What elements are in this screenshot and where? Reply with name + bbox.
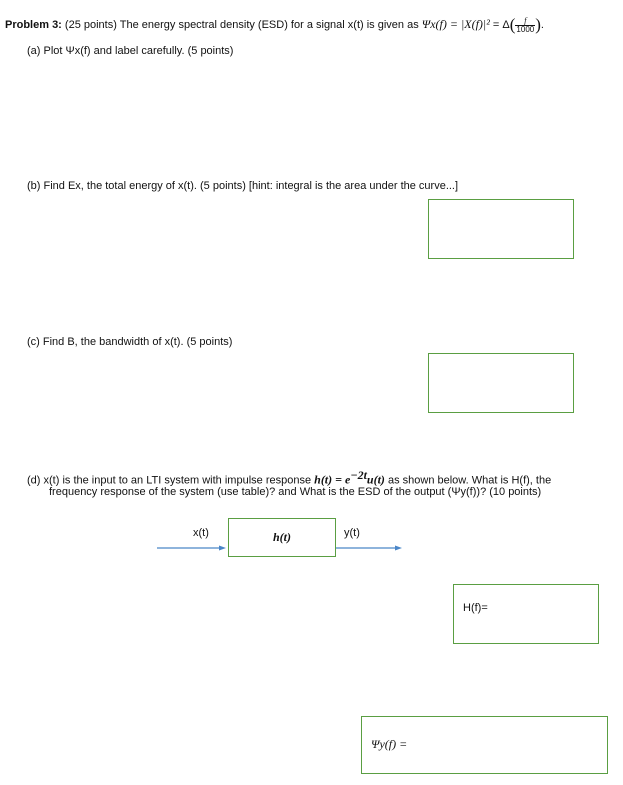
fraction [515,17,535,34]
paren-open: ( [509,15,516,34]
equals-sign: = [492,18,500,31]
problem-intro: (25 points) The energy spectral density (ESD) for a signal x(t) is given as [64,18,419,31]
impulse-response-exponent: −2t [350,468,367,482]
paren-close: ) [535,15,541,34]
problem-label: Problem 3: [5,18,62,31]
impulse-response-expr: h(t) = e [314,472,351,487]
psi-y-answer-box[interactable] [361,716,608,774]
input-label: x(t) [193,527,209,539]
output-arrow [336,546,402,551]
unit-step-term: u(t) [366,472,385,487]
psi-y-label: Ψy(f) = [371,737,408,751]
part-b-text: (b) Find Ex, the total energy of x(t). (5 points) [hint: integral is the area under the curve...] [27,180,459,192]
part-c-text: (c) Find B, the bandwidth of x(t). (5 points) [27,336,233,348]
period: . [540,18,544,31]
part-a-text: (a) Plot Ψx(f) and label carefully. (5 points) [27,45,234,57]
system-block [228,518,336,557]
part-d-intro: (d) x(t) is the input to an LTI system with impulse response [27,474,312,487]
part-d-line-2: frequency response of the system (use table)? and What is the ESD of the output (Ψy(f))? (10 points) [49,486,542,498]
hf-label: H(f)= [463,602,488,614]
problem-statement [5,15,544,35]
part-d-line-1 [27,468,551,488]
hf-answer-box[interactable] [453,584,599,644]
delta-symbol: Δ [502,18,510,31]
part-c-answer-box[interactable] [428,353,574,413]
psi-x-expression: Ψx(f) = |X(f)|² [421,16,490,31]
output-label: y(t) [344,527,360,539]
fraction-denominator: 1000 [516,24,535,34]
system-label: h(t) [273,530,291,544]
input-arrow [157,546,226,551]
fraction-numerator: f [515,17,535,26]
part-b-answer-box[interactable] [428,199,574,259]
part-d-intro-end: as shown below. What is H(f), the [384,474,552,487]
